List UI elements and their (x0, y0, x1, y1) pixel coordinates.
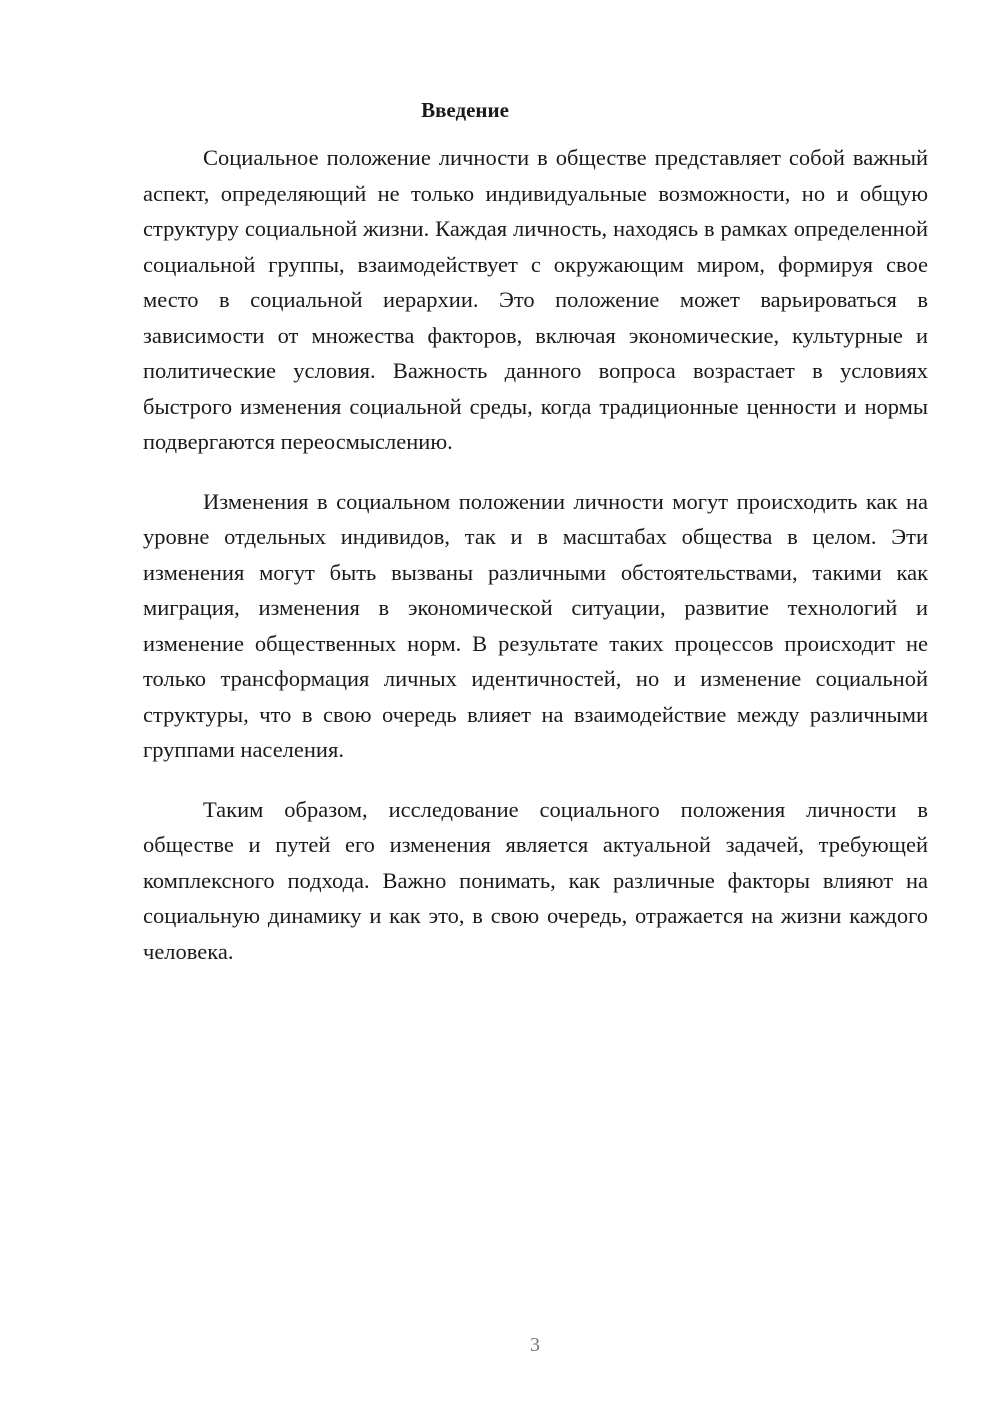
page-number: 3 (530, 1334, 540, 1356)
paragraph-2: Изменения в социальном положении личности могут происходить как на уровне отдельных индивидов, так и в масштабах общества в целом. Эти изменения могут быть вызваны различными обстоятельствами, такими как миграция, изменения в экономической ситуации, развитие технологий и изменение общественных норм. В результате таких процессов происходит не только трансформация личных идентичностей, но и изменение социальной структуры, что в свою очередь влияет на взаимодействие между различными группами населения. (143, 488, 928, 762)
paragraph-3: Таким образом, исследование социального положения личности в обществе и путей его изменения является актуальной задачей, требующей комплексного подхода. Важно понимать, как различные факторы влияют на социальную динамику и как это, в свою очередь, отражается на жизни каждого человека. (143, 796, 928, 964)
section-title (70, 98, 1000, 123)
paragraph-1: Социальное положение личности в обществе представляет собой важный аспект, определяющий не только индивидуальные возможности, но и общую структуру социальной жизни. Каждая личность, находясь в рамках определенной социальной группы, взаимодействует с окружающим миром, формируя свое место в социальной иерархии. Это положение может варьироваться в зависимости от множества факторов, включая экономические, культурные и политические условия. Важность данного вопроса возрастает в условиях быстрого изменения социальной среды, когда традиционные ценности и нормы подвергаются переосмыслению. (143, 145, 928, 454)
section-title-text: Введение (421, 98, 509, 122)
document-body (143, 140, 928, 993)
